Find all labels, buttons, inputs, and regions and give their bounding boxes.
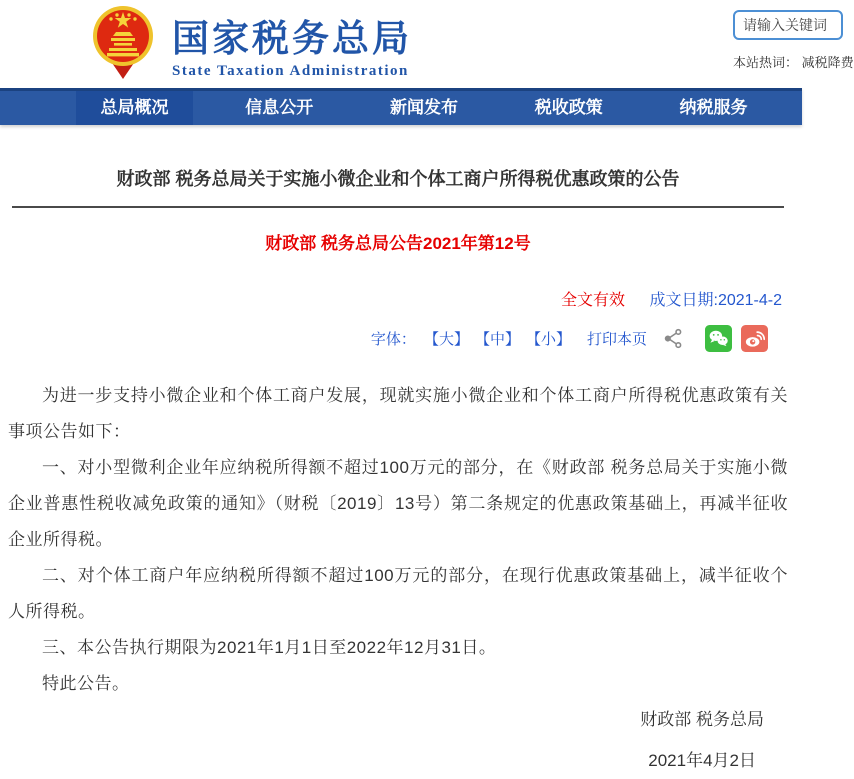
nav-item-news[interactable]: 新闻发布 <box>390 98 458 117</box>
paragraph: 二、对个体工商户年应纳税所得额不超过100万元的部分，在现行优惠政策基础上，减半征收个人所得税。 <box>8 566 788 621</box>
issuer-signature: 财政部 税务总局 <box>640 710 764 729</box>
hot-word-link[interactable]: 减税降费 <box>801 55 854 70</box>
paragraph: 特此公告。 <box>42 674 130 693</box>
nav-item-overview[interactable]: 总局概况 <box>76 91 193 125</box>
paragraph: 三、本公告执行期限为2021年1月1日至2022年12月31日。 <box>42 638 497 657</box>
signature-date: 2021年4月2日 <box>648 751 756 770</box>
print-page-button[interactable]: 打印本页 <box>586 331 647 348</box>
brand-block <box>172 8 412 80</box>
title-divider <box>12 206 784 208</box>
paragraph: 一、对小型微利企业年应纳税所得额不超过100万元的部分，在《财政部 税务总局关于实施小微企业普惠性税收减免政策的通知》（财税〔2019〕13号）第二条规定的优惠政策基础上，再减半征收企业所得税。 <box>8 458 788 549</box>
hot-words-label: 本站热词： <box>733 55 799 70</box>
font-small-button[interactable]: 【小】 <box>525 331 571 348</box>
font-medium-button[interactable]: 【中】 <box>474 331 520 348</box>
search-input[interactable] <box>733 10 843 40</box>
agency-name-cn: 国家税务总局 <box>172 17 412 60</box>
wechat-icon[interactable] <box>705 325 732 352</box>
article <box>0 167 802 779</box>
tools-row <box>8 325 788 352</box>
document-number: 财政部 税务总局公告2021年第12号 <box>265 234 531 253</box>
validity-status-badge: 全文有效 <box>561 292 626 309</box>
nav-item-info-disclosure[interactable]: 信息公开 <box>245 98 314 117</box>
written-date: 成文日期:2021-4-2 <box>649 292 782 309</box>
paragraph: 为进一步支持小微企业和个体工商户发展，现就实施小微企业和个体工商户所得税优惠政策有关事项公告如下： <box>8 386 788 441</box>
article-title: 财政部 税务总局关于实施小微企业和个体工商户所得税优惠政策的公告 <box>116 169 680 189</box>
site-header <box>0 0 854 88</box>
weibo-icon[interactable] <box>741 325 768 352</box>
agency-name-en: State Taxation Administration <box>172 63 409 79</box>
national-emblem-logo <box>92 3 154 79</box>
nav-item-tax-service[interactable]: 纳税服务 <box>679 98 748 117</box>
share-icon[interactable] <box>663 328 684 349</box>
nav-item-tax-policy[interactable]: 税收政策 <box>534 98 603 117</box>
hot-words-row <box>733 52 854 71</box>
article-body <box>8 378 788 702</box>
font-size-label: 字体： <box>370 331 416 348</box>
main-nav <box>0 88 802 125</box>
meta-row <box>8 287 788 310</box>
font-large-button[interactable]: 【大】 <box>423 331 469 348</box>
